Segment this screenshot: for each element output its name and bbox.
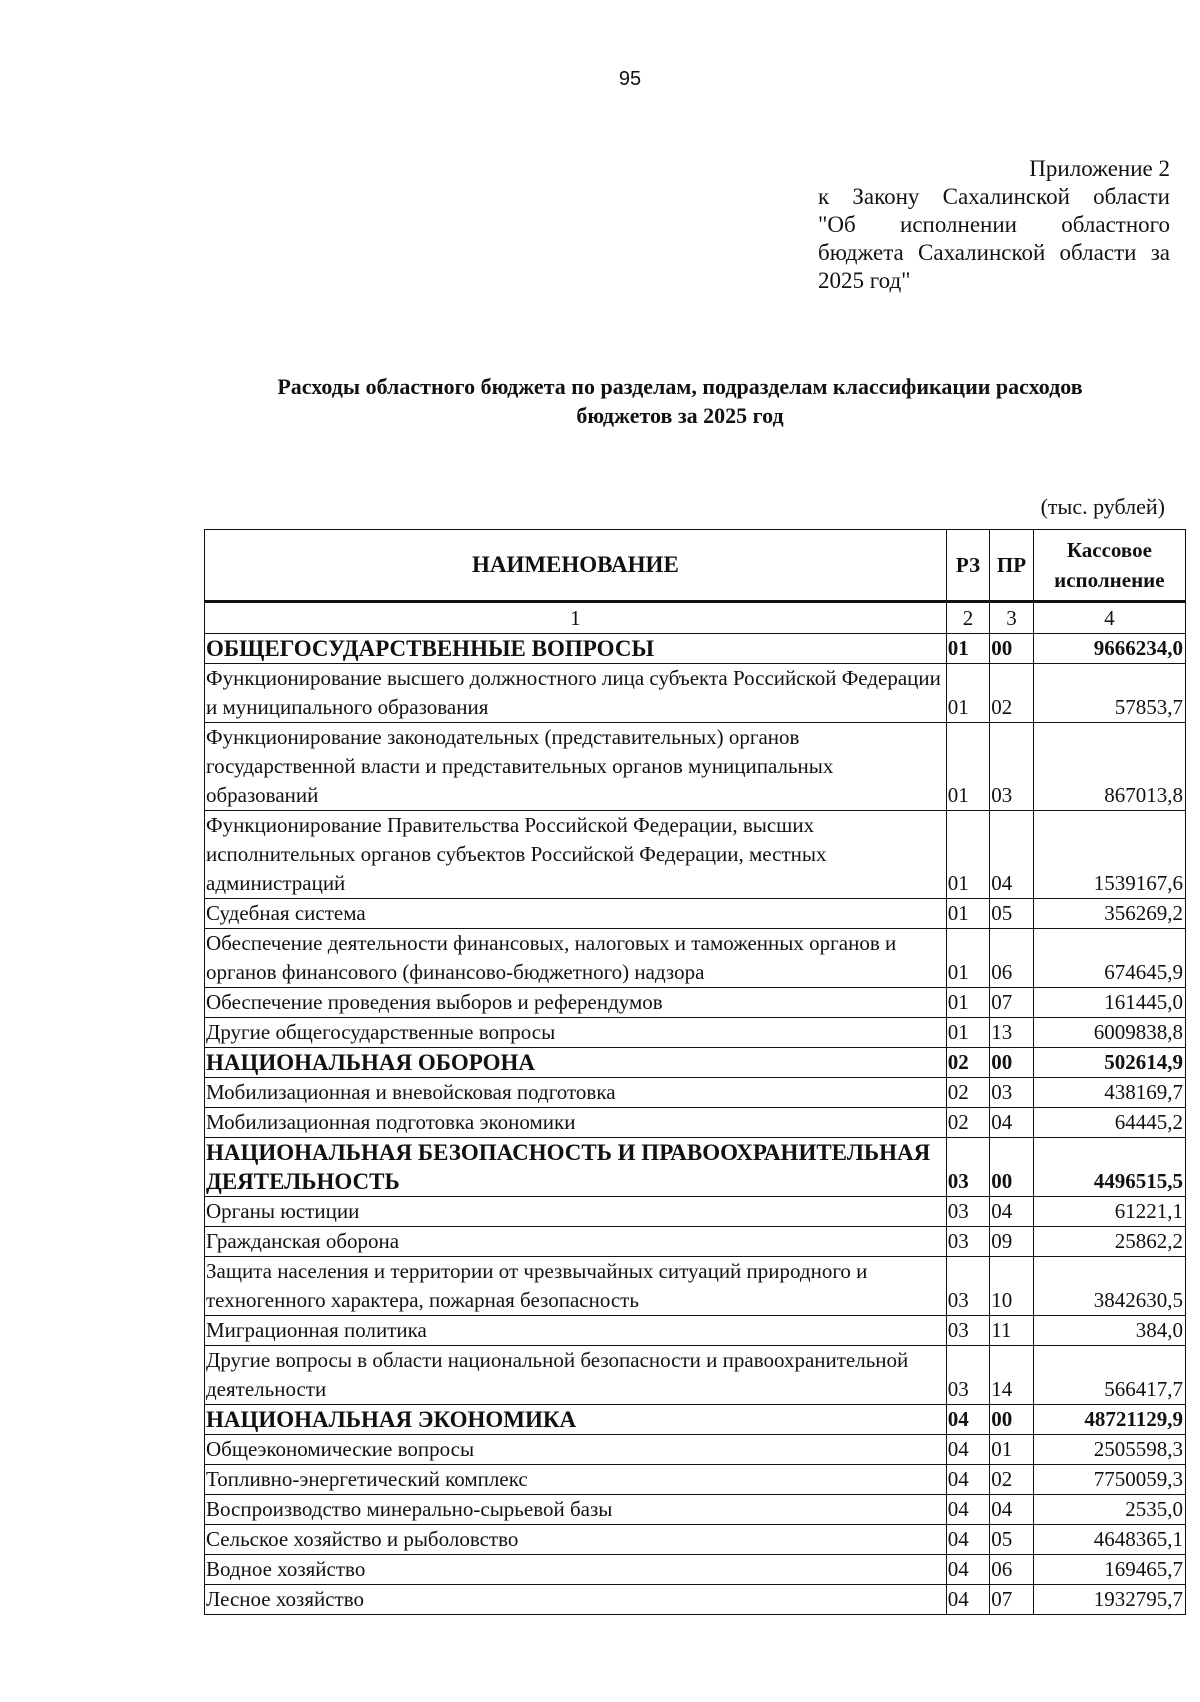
table-row <box>205 1495 1186 1525</box>
row-pr-cell: 07 <box>990 1585 1034 1615</box>
units-label: (тыс. рублей) <box>1040 494 1165 519</box>
row-rz-cell: 04 <box>946 1405 990 1435</box>
row-pr-cell: 00 <box>990 1138 1034 1197</box>
row-pr-cell: 06 <box>990 929 1034 988</box>
table-section-row <box>205 1138 1186 1197</box>
row-pr-cell: 05 <box>990 1525 1034 1555</box>
page-number: 95 <box>618 68 642 90</box>
row-name-cell: Обеспечение деятельности финансовых, налоговых и таможенных органов и органов финансового (финансово-бюджетного) надзора <box>205 929 947 988</box>
row-amount-cell: 61221,1 <box>1033 1197 1185 1227</box>
row-pr-cell: 03 <box>990 723 1034 811</box>
expenditure-table <box>204 529 1186 1615</box>
row-pr-cell: 07 <box>990 988 1034 1018</box>
table-row <box>205 1018 1186 1048</box>
row-rz-cell: 01 <box>946 811 990 899</box>
column-number: 3 <box>990 602 1034 634</box>
row-pr-cell: 06 <box>990 1555 1034 1585</box>
row-amount-cell: 7750059,3 <box>1033 1465 1185 1495</box>
row-amount-cell: 384,0 <box>1033 1316 1185 1346</box>
row-pr-cell: 00 <box>990 634 1034 664</box>
table-row <box>205 1435 1186 1465</box>
row-amount-cell: 4648365,1 <box>1033 1525 1185 1555</box>
row-amount-cell: 3842630,5 <box>1033 1257 1185 1316</box>
row-rz-cell: 01 <box>946 929 990 988</box>
row-pr-cell: 02 <box>990 664 1034 723</box>
row-rz-cell: 01 <box>946 988 990 1018</box>
row-name-cell: Лесное хозяйство <box>205 1585 947 1615</box>
row-amount-cell: 1539167,6 <box>1033 811 1185 899</box>
row-pr-cell: 00 <box>990 1048 1034 1078</box>
row-amount-cell: 1932795,7 <box>1033 1585 1185 1615</box>
row-pr-cell: 14 <box>990 1346 1034 1405</box>
table-section-row <box>205 1405 1186 1435</box>
table-row <box>205 1465 1186 1495</box>
row-pr-cell: 04 <box>990 1495 1034 1525</box>
table-row <box>205 1197 1186 1227</box>
row-amount-cell: 48721129,9 <box>1033 1405 1185 1435</box>
column-number: 4 <box>1033 602 1185 634</box>
table-row <box>205 1555 1186 1585</box>
row-name-cell: НАЦИОНАЛЬНАЯ БЕЗОПАСНОСТЬ И ПРАВООХРАНИТЕЛЬНАЯ ДЕЯТЕЛЬНОСТЬ <box>205 1138 947 1197</box>
row-pr-cell: 04 <box>990 1197 1034 1227</box>
row-amount-cell: 438169,7 <box>1033 1078 1185 1108</box>
row-amount-cell: 674645,9 <box>1033 929 1185 988</box>
table-header-row <box>205 530 1186 602</box>
row-rz-cell: 03 <box>946 1346 990 1405</box>
row-name-cell: ОБЩЕГОСУДАРСТВЕННЫЕ ВОПРОСЫ <box>205 634 947 664</box>
column-number: 2 <box>946 602 990 634</box>
row-name-cell: Защита населения и территории от чрезвычайных ситуаций природного и техногенного характера, пожарная безопасность <box>205 1257 947 1316</box>
row-rz-cell: 04 <box>946 1435 990 1465</box>
document-title-line: Расходы областного бюджета по разделам, подразделам классификации расходов <box>277 374 1083 399</box>
row-pr-cell: 01 <box>990 1435 1034 1465</box>
row-pr-cell: 09 <box>990 1227 1034 1257</box>
row-amount-cell: 25862,2 <box>1033 1227 1185 1257</box>
row-pr-cell: 05 <box>990 899 1034 929</box>
table-row <box>205 929 1186 988</box>
appendix-line: "Об исполнении областного <box>818 212 1170 237</box>
column-number: 1 <box>205 602 947 634</box>
row-amount-cell: 169465,7 <box>1033 1555 1185 1585</box>
row-pr-cell: 00 <box>990 1405 1034 1435</box>
row-rz-cell: 01 <box>946 664 990 723</box>
row-rz-cell: 02 <box>946 1048 990 1078</box>
row-amount-cell: 161445,0 <box>1033 988 1185 1018</box>
table-row <box>205 988 1186 1018</box>
row-rz-cell: 01 <box>946 723 990 811</box>
row-amount-cell: 4496515,5 <box>1033 1138 1185 1197</box>
row-rz-cell: 01 <box>946 1018 990 1048</box>
row-rz-cell: 02 <box>946 1108 990 1138</box>
row-amount-cell: 2535,0 <box>1033 1495 1185 1525</box>
appendix-line: бюджета Сахалинской области за <box>818 240 1170 265</box>
row-rz-cell: 04 <box>946 1555 990 1585</box>
document-title <box>190 372 1170 430</box>
appendix-line: 2025 год" <box>818 268 911 293</box>
table-row <box>205 1227 1186 1257</box>
appendix-line: к Закону Сахалинской области <box>818 184 1170 209</box>
row-amount-cell: 64445,2 <box>1033 1108 1185 1138</box>
row-name-cell: Функционирование Правительства Российской Федерации, высших исполнительных органов субъектов Российской Федерации, местных администраций <box>205 811 947 899</box>
header-amount-line: Кассовое <box>1066 538 1152 562</box>
header-pr: ПР <box>990 530 1034 602</box>
row-name-cell: Функционирование законодательных (представительных) органов государственной власти и представительных органов муниципальных образований <box>205 723 947 811</box>
row-amount-cell: 867013,8 <box>1033 723 1185 811</box>
row-name-cell: Другие вопросы в области национальной безопасности и правоохранительной деятельности <box>205 1346 947 1405</box>
table-row <box>205 1257 1186 1316</box>
row-name-cell: Топливно-энергетический комплекс <box>205 1465 947 1495</box>
row-rz-cell: 04 <box>946 1465 990 1495</box>
row-amount-cell: 502614,9 <box>1033 1048 1185 1078</box>
row-name-cell: Другие общегосударственные вопросы <box>205 1018 947 1048</box>
row-pr-cell: 03 <box>990 1078 1034 1108</box>
row-rz-cell: 03 <box>946 1197 990 1227</box>
row-rz-cell: 03 <box>946 1316 990 1346</box>
row-name-cell: Сельское хозяйство и рыболовство <box>205 1525 947 1555</box>
table-section-row <box>205 1048 1186 1078</box>
row-name-cell: НАЦИОНАЛЬНАЯ ЭКОНОМИКА <box>205 1405 947 1435</box>
table-row <box>205 1585 1186 1615</box>
table-row <box>205 811 1186 899</box>
row-rz-cell: 02 <box>946 1078 990 1108</box>
row-name-cell: Мобилизационная подготовка экономики <box>205 1108 947 1138</box>
table-row <box>205 1346 1186 1405</box>
row-amount-cell: 6009838,8 <box>1033 1018 1185 1048</box>
row-name-cell: Обеспечение проведения выборов и референдумов <box>205 988 947 1018</box>
table-row <box>205 1316 1186 1346</box>
appendix-line: Приложение 2 <box>1029 156 1170 181</box>
table-row <box>205 899 1186 929</box>
row-rz-cell: 03 <box>946 1257 990 1316</box>
row-rz-cell: 04 <box>946 1525 990 1555</box>
document-title-line: бюджетов за 2025 год <box>576 403 784 428</box>
row-name-cell: Судебная система <box>205 899 947 929</box>
row-rz-cell: 01 <box>946 899 990 929</box>
table-row <box>205 1078 1186 1108</box>
header-amount-line: исполнение <box>1054 568 1165 592</box>
row-amount-cell: 2505598,3 <box>1033 1435 1185 1465</box>
row-amount-cell: 9666234,0 <box>1033 634 1185 664</box>
row-pr-cell: 10 <box>990 1257 1034 1316</box>
table-row <box>205 723 1186 811</box>
row-name-cell: НАЦИОНАЛЬНАЯ ОБОРОНА <box>205 1048 947 1078</box>
row-pr-cell: 04 <box>990 811 1034 899</box>
row-amount-cell: 356269,2 <box>1033 899 1185 929</box>
table-row <box>205 664 1186 723</box>
row-rz-cell: 03 <box>946 1227 990 1257</box>
row-name-cell: Миграционная политика <box>205 1316 947 1346</box>
header-amount <box>1033 530 1185 602</box>
table-row <box>205 1525 1186 1555</box>
appendix-block <box>818 155 1170 295</box>
row-rz-cell: 04 <box>946 1495 990 1525</box>
row-name-cell: Гражданская оборона <box>205 1227 947 1257</box>
row-rz-cell: 04 <box>946 1585 990 1615</box>
row-name-cell: Мобилизационная и вневойсковая подготовка <box>205 1078 947 1108</box>
row-pr-cell: 11 <box>990 1316 1034 1346</box>
row-rz-cell: 03 <box>946 1138 990 1197</box>
row-name-cell: Общеэкономические вопросы <box>205 1435 947 1465</box>
row-pr-cell: 02 <box>990 1465 1034 1495</box>
header-rz: РЗ <box>946 530 990 602</box>
column-number-row <box>205 602 1186 634</box>
table-section-row <box>205 634 1186 664</box>
table-row <box>205 1108 1186 1138</box>
row-name-cell: Органы юстиции <box>205 1197 947 1227</box>
row-name-cell: Водное хозяйство <box>205 1555 947 1585</box>
row-amount-cell: 566417,7 <box>1033 1346 1185 1405</box>
row-rz-cell: 01 <box>946 634 990 664</box>
header-name: НАИМЕНОВАНИЕ <box>205 530 947 602</box>
row-amount-cell: 57853,7 <box>1033 664 1185 723</box>
row-name-cell: Воспроизводство минерально-сырьевой базы <box>205 1495 947 1525</box>
row-pr-cell: 04 <box>990 1108 1034 1138</box>
row-pr-cell: 13 <box>990 1018 1034 1048</box>
row-name-cell: Функционирование высшего должностного лица субъекта Российской Федерации и муниципального образования <box>205 664 947 723</box>
